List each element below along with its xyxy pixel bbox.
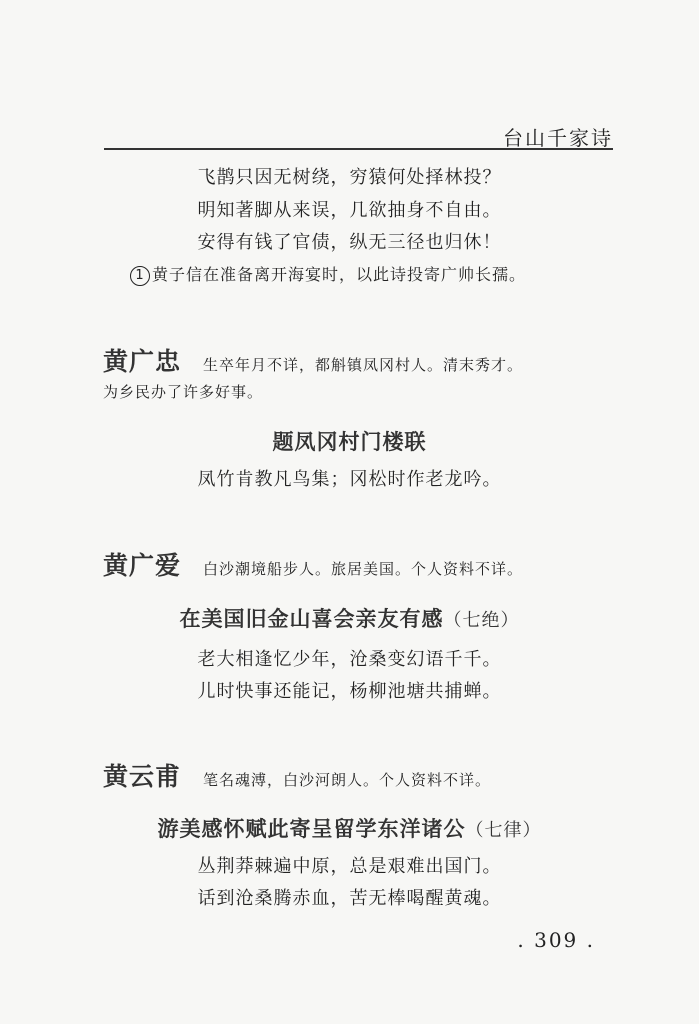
page-number: . 309 . [517,928,595,952]
poem-title-text: 题凤冈村门楼联 [272,430,427,454]
poem-title-text: 在美国旧金山喜会亲友有感 [179,607,444,631]
author-name: 黄广爱 [103,551,182,580]
poem-title [0,426,699,456]
author-bio: 白沙潮境船步人。旅居美国。个人资料不详。 [203,560,524,578]
author-bio: 笔名魂溥，白沙河朗人。个人资料不详。 [203,771,492,789]
poem-form: （七绝） [443,610,520,631]
author-entry [103,546,523,582]
poem-line: 飞鹊只因无树绕，穷猿何处择林投？ [197,167,502,188]
poem-line: 安得有钱了官债，纵无三径也归休！ [197,232,502,253]
poem-line: 儿时快事还能记，杨柳池塘共捕蝉。 [197,681,502,702]
poem-line: 话到沧桑腾赤血，苦无棒喝醒黄魂。 [197,888,502,909]
author-name: 黄广忠 [103,347,182,376]
poem-title [0,813,699,843]
author-name: 黄云甫 [103,762,182,791]
running-header: 台山千家诗 [503,126,613,150]
author-bio-continued: 为乡民办了许多好事。 [103,383,264,401]
poem-line: 老大相逢忆少年，沧桑变幻语千千。 [197,649,502,670]
author-bio: 生卒年月不详，都斛镇凤冈村人。清末秀才。 [203,356,524,374]
poem-form: （七律） [465,820,542,841]
poem-line: 明知著脚从来误，几欲抽身不自由。 [197,200,502,221]
header-rule [104,148,613,150]
footnote-marker: 1 [130,266,150,286]
poem-title-text: 游美感怀赋此寄呈留学东洋诸公 [157,817,466,841]
author-entry [103,757,491,793]
footnote-text: 黄子信在准备离开海宴时，以此诗投寄广帅长孺。 [152,265,527,284]
poem-line: 丛荆莽棘遍中原，总是艰难出国门。 [197,856,502,877]
poem-line: 凤竹肯教凡鸟集；冈松时作老龙吟。 [197,469,502,490]
footnote [130,262,526,286]
poem-title [0,603,699,633]
author-entry [103,342,523,378]
